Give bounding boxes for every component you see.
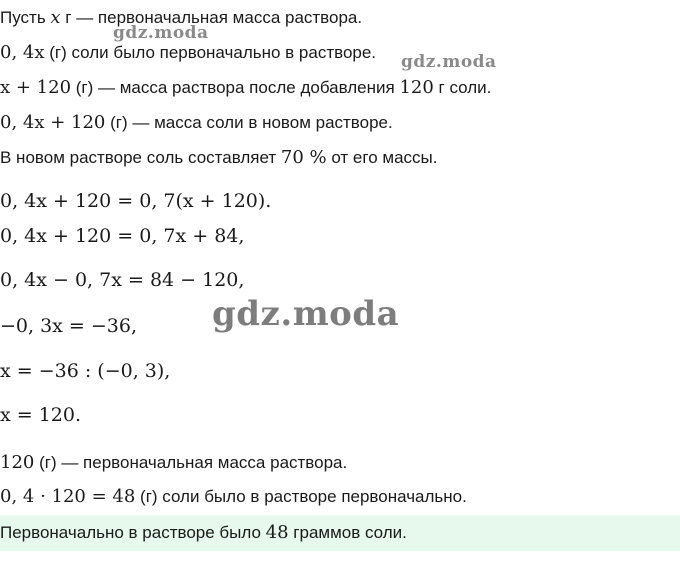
equation-1: 0, 4x + 120 = 0, 7(x + 120). [0, 190, 272, 212]
equation-4: −0, 3x = −36, [0, 315, 138, 337]
line-2 [0, 41, 376, 65]
line-4-math: 0, 4x + 120 [0, 112, 106, 133]
line-6-text: (г) — первоначальная масса раствора. [34, 453, 348, 472]
watermark-right: gdz.moda [401, 52, 497, 72]
watermark-top: gdz.moda [113, 23, 209, 43]
line-3-math: x + 120 [0, 77, 72, 98]
equation-2: 0, 4x + 120 = 0, 7x + 84, [0, 225, 245, 247]
line-6 [0, 451, 347, 475]
line-2-math: 0, 4x [0, 42, 45, 63]
line-7-math: 0, 4 · 120 = 48 [0, 486, 136, 507]
line-4 [0, 111, 393, 135]
line-5-num: 70 % [280, 147, 327, 168]
answer-text-a: Первоначально в растворе было [0, 523, 266, 542]
line-1-var: x [50, 7, 61, 28]
line-4-text: (г) — масса соли в новом растворе. [105, 113, 393, 132]
line-3 [0, 76, 491, 100]
answer-line [0, 521, 407, 545]
answer-box [0, 515, 680, 551]
answer-num: 48 [265, 522, 289, 543]
watermark-center: gdz.moda [212, 294, 400, 334]
line-2-text: (г) соли было первоначально в растворе. [44, 43, 377, 62]
line-1-text-b: г — первоначальная масса раствора. [60, 8, 363, 27]
line-3-num: 120 [399, 77, 434, 98]
equation-3: 0, 4x − 0, 7x = 84 − 120, [0, 269, 245, 291]
answer-text-b: граммов соли. [288, 523, 407, 542]
line-5 [0, 146, 437, 170]
line-6-num: 120 [0, 452, 35, 473]
equation-5: x = −36 : (−0, 3), [0, 360, 171, 382]
line-5-text-a: В новом растворе соль составляет [0, 148, 281, 167]
line-7 [0, 485, 467, 509]
line-3-text-b: г соли. [433, 78, 492, 97]
equation-6: x = 120. [0, 404, 82, 426]
line-5-text-b: от его массы. [326, 148, 438, 167]
line-3-text-a: (г) — масса раствора после добавления [71, 78, 400, 97]
line-7-text: (г) соли было в растворе первоначально. [135, 487, 467, 506]
line-1-text-a: Пусть [0, 8, 51, 27]
